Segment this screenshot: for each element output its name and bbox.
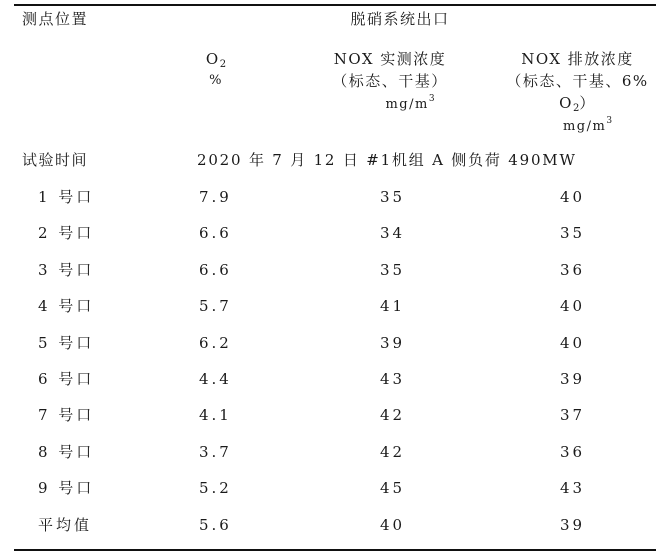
nox-measured-header-line1: NOX 实测浓度 xyxy=(333,50,447,68)
nox-emission-close-paren: ） xyxy=(579,94,596,112)
table-row xyxy=(0,408,669,430)
row-o2-value: 3.7 xyxy=(199,442,232,461)
nox-emission-o2-name: O xyxy=(559,94,573,112)
row-label: 7 号口 xyxy=(38,406,95,425)
row-nox-emission-value: 35 xyxy=(560,224,586,243)
row-label: 4 号口 xyxy=(38,297,95,316)
row-nox-measured-value: 42 xyxy=(380,406,406,425)
table-row xyxy=(0,372,669,394)
row-o2-value: 6.2 xyxy=(199,333,232,352)
table-row xyxy=(0,515,669,540)
row-label: 1 号口 xyxy=(38,188,95,206)
table-top-rule xyxy=(14,4,656,6)
row-label: 2 号口 xyxy=(38,224,95,243)
table-bottom-rule xyxy=(14,549,656,551)
nox-measured-header-line2: （标态、干基） xyxy=(332,72,448,90)
row-label: 5 号口 xyxy=(38,333,95,352)
row-o2-value: 5.6 xyxy=(199,515,232,534)
nox-emission-unit-sup: 3 xyxy=(606,116,613,126)
table-row xyxy=(0,226,669,248)
row-o2-value: 5.7 xyxy=(199,297,232,316)
row-nox-measured-value: 42 xyxy=(380,442,406,461)
row-o2-value: 5.2 xyxy=(199,479,232,498)
row-o2-value: 4.4 xyxy=(199,370,232,388)
row-nox-emission-value: 40 xyxy=(560,297,586,316)
group-header: 脱硝系统出口 xyxy=(350,10,450,28)
row-nox-emission-value: 40 xyxy=(560,188,586,206)
nox-measured-unit-text: mg/m xyxy=(385,97,429,112)
row-nox-measured-value: 34 xyxy=(380,224,406,243)
row-o2-value: 6.6 xyxy=(199,224,232,243)
row-nox-emission-value: 39 xyxy=(560,515,586,534)
row-label: 6 号口 xyxy=(38,370,95,388)
table-row xyxy=(0,481,669,503)
row-nox-measured-value: 40 xyxy=(380,515,406,534)
nox-emission-header-line2: （标态、干基、6% xyxy=(506,72,649,90)
row-o2-value: 4.1 xyxy=(199,406,232,425)
row-nox-measured-value: 45 xyxy=(380,479,406,498)
test-time-label: 试验时间 xyxy=(22,151,89,169)
row-nox-measured-value: 39 xyxy=(380,333,406,352)
o2-header-name: O xyxy=(205,50,220,68)
row-label: 8 号口 xyxy=(38,442,95,461)
o2-header xyxy=(176,50,256,70)
row-nox-emission-value: 39 xyxy=(560,370,586,388)
nox-measured-unit xyxy=(330,94,490,112)
nox-emission-o2-sub: 2 xyxy=(572,103,580,114)
row-nox-measured-value: 43 xyxy=(380,370,406,388)
table-row xyxy=(0,190,669,212)
nox-emission-header-line3 xyxy=(490,94,665,114)
table-row xyxy=(0,260,669,285)
row-o2-value: 6.6 xyxy=(199,260,232,279)
nox-measured-unit-sup: 3 xyxy=(428,94,435,104)
table-row xyxy=(0,442,669,467)
row-label: 3 号口 xyxy=(38,260,95,279)
row-nox-measured-value: 35 xyxy=(380,188,406,206)
row-nox-emission-value: 36 xyxy=(560,442,586,461)
row-o2-value: 7.9 xyxy=(199,188,232,206)
o2-header-sub: 2 xyxy=(219,59,227,70)
table-row xyxy=(0,299,669,321)
o2-unit: % xyxy=(209,73,223,88)
row-nox-measured-value: 35 xyxy=(380,260,406,279)
row-nox-emission-value: 36 xyxy=(560,260,586,279)
location-header: 测点位置 xyxy=(22,10,89,28)
row-nox-measured-value: 41 xyxy=(380,297,406,316)
nox-emission-unit xyxy=(500,116,669,134)
nox-emission-unit-text: mg/m xyxy=(562,119,607,134)
row-label: 9 号口 xyxy=(38,479,95,498)
test-time-value: 2020 年 7 月 12 日 #1机组 A 侧负荷 490MW xyxy=(197,151,577,169)
row-label: 平均值 xyxy=(38,515,93,534)
nox-emission-header-line1: NOX 排放浓度 xyxy=(521,50,634,68)
row-nox-emission-value: 40 xyxy=(560,333,586,352)
row-nox-emission-value: 43 xyxy=(560,479,586,498)
row-nox-emission-value: 37 xyxy=(560,406,586,425)
table-row xyxy=(0,333,669,358)
